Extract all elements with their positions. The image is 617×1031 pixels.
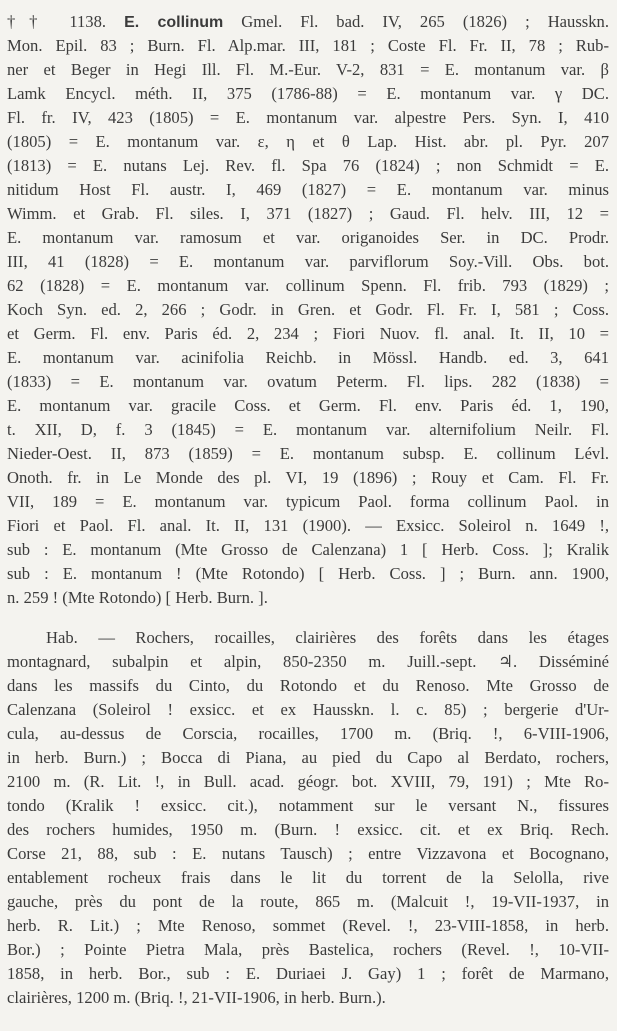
text-line: dans les massifs du Cinto, du Rotondo et du Renoso. Mte Grosso de (7, 676, 609, 695)
text-line: Koch Syn. ed. 2, 266 ; Godr. in Gren. et Godr. Fl. Fr. I, 581 ; Coss. (7, 300, 609, 319)
text-line: herb. R. Lit.) ; Mte Renoso, sommet (Revel. !, 23-VIII-1858, in herb. (7, 916, 609, 935)
text-line: cula, au-dessus de Corscia, rocailles, 1700 m. (Briq. !, 6-VIII-1906, (7, 724, 609, 743)
text-line: E. montanum var. acinifolia Reichb. in Mössl. Handb. ed. 3, 641 (7, 348, 609, 367)
text-line: Nieder-Oest. II, 873 (1859) = E. montanum subsp. E. collinum Lévl. (7, 444, 609, 463)
text-line: Corse 21, 88, sub : E. nutans Tausch) ; entre Vizzavona et Bocognano, (7, 844, 609, 863)
text-line: Mon. Epil. 83 ; Burn. Fl. Alp.mar. III, 181 ; Coste Fl. Fr. II, 78 ; Rub- (7, 36, 609, 55)
text-line: †† 1138. E. collinum Gmel. Fl. bad. IV, 265 (1826) ; Hausskn. (7, 12, 609, 31)
text-line: t. XII, D, f. 3 (1845) = E. montanum var. alternifolium Neilr. Fl. (7, 420, 609, 439)
text-line: Fiori et Paol. Fl. anal. It. II, 131 (1900). — Exsicc. Soleirol n. 1649 !, (7, 516, 609, 535)
text-line: sub : E. montanum ! (Mte Rotondo) [ Herb. Coss. ] ; Burn. ann. 1900, (7, 564, 609, 583)
text-line: Bor.) ; Pointe Pietra Mala, près Bastelica, rochers (Revel. !, 10-VII- (7, 940, 609, 959)
text-line: et Germ. Fl. env. Paris éd. 2, 234 ; Fiori Nuov. fl. anal. It. II, 10 = (7, 324, 609, 343)
text-line: Onoth. fr. in Le Monde des pl. VI, 19 (1896) ; Rouy et Cam. Fl. Fr. (7, 468, 609, 487)
text-line: 2100 m. (R. Lit. !, in Bull. acad. géogr. bot. XVIII, 79, 191) ; Mte Ro- (7, 772, 609, 791)
text-line: Calenzana (Soleirol ! exsicc. et ex Hausskn. l. c. 85) ; bergerie d'Ur- (7, 700, 609, 719)
text-line: 1858, in herb. Bor., sub : E. Duriaei J. Gay) 1 ; forêt de Marmano, (7, 964, 609, 983)
text-line: tondo (Kralik ! exsicc. cit.), notamment sur le versant N., fissures (7, 796, 609, 815)
text-line: (1805) = E. montanum var. ε, η et θ Lap. Hist. abr. pl. Pyr. 207 (7, 132, 609, 151)
text-line: VII, 189 = E. montanum var. typicum Paol. forma collinum Paol. in (7, 492, 609, 511)
text-line: n. 259 ! (Mte Rotondo) [ Herb. Burn. ]. (7, 588, 268, 607)
text-line: in herb. Burn.) ; Bocca di Piana, au pied du Capo al Berdato, rochers, (7, 748, 609, 767)
text-line: 62 (1828) = E. montanum var. collinum Spenn. Fl. frib. 793 (1829) ; (7, 276, 609, 295)
text-line: des rochers humides, 1950 m. (Burn. ! exsicc. cit. et ex Briq. Rech. (7, 820, 609, 839)
text-line: nitidum Host Fl. austr. I, 469 (1827) = E. montanum var. minus (7, 180, 609, 199)
text-line: Hab. — Rochers, rocailles, clairières des forêts dans les étages (46, 628, 609, 647)
text-line: E. montanum var. ramosum et var. origanoides Ser. in DC. Prodr. (7, 228, 609, 247)
text-line: sub : E. montanum (Mte Grosso de Calenzana) 1 [ Herb. Coss. ]; Kralik (7, 540, 609, 559)
text-line: montagnard, subalpin et alpin, 850-2350 m. Juill.-sept. ♃. Disséminé (7, 652, 609, 671)
text-line: gauche, près du pont de la route, 865 m. (Malcuit !, 19-VII-1937, in (7, 892, 609, 911)
text-line: E. montanum var. gracile Coss. et Germ. Fl. env. Paris éd. 1, 190, (7, 396, 609, 415)
text-line: (1833) = E. montanum var. ovatum Peterm. Fl. lips. 282 (1838) = (7, 372, 609, 391)
text-line: clairières, 1200 m. (Briq. !, 21-VII-1906, in herb. Burn.). (7, 988, 386, 1007)
text-line: entablement rocheux frais dans le lit du torrent de la Selolla, rive (7, 868, 609, 887)
species-name: E. collinum (124, 14, 224, 31)
text-line: Wimm. et Grab. Fl. siles. I, 371 (1827) ; Gaud. Fl. helv. III, 12 = (7, 204, 609, 223)
text-line: Lamk Encycl. méth. II, 375 (1786-88) = E. montanum var. γ DC. (7, 84, 609, 103)
text-line: III, 41 (1828) = E. montanum var. parviflorum Soy.-Vill. Obs. bot. (7, 252, 609, 271)
text-line: Fl. fr. IV, 423 (1805) = E. montanum var. alpestre Pers. Syn. I, 410 (7, 108, 609, 127)
text-line: ner et Beger in Hegi Ill. Fl. M.-Eur. V-2, 831 = E. montanum var. β (7, 60, 609, 79)
text-line: (1813) = E. nutans Lej. Rev. fl. Spa 76 (1824) ; non Schmidt = E. (7, 156, 609, 175)
